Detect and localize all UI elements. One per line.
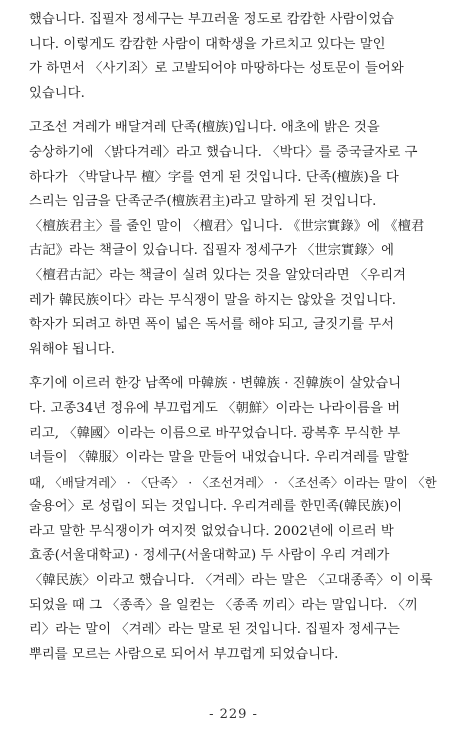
text-line: 되었을 때 그 〈종족〉을 일컫는 〈종족 끼리〉라는 말입니다. 〈끼	[29, 597, 418, 613]
page-number: - 229 -	[209, 707, 258, 722]
text-line: 하다가 〈박달나무 檀〉字를 연게 된 것입니다. 단족(檀族)을 다	[29, 169, 399, 185]
text-line: 다. 고종34년 정유에 부끄럽게도 〈朝鮮〉이라는 나라이름을 버	[29, 400, 401, 416]
paragraph-gap	[29, 106, 441, 116]
text-line: 술용어〉로 성립이 되는 것입니다. 우리겨레를 한민족(韓民族)이	[29, 499, 403, 515]
paragraph-1	[29, 8, 441, 106]
paragraph-2	[29, 116, 441, 362]
text-line: 레가 韓民族이다〉라는 무식쟁이 말을 하지는 않았을 것입니다.	[29, 292, 397, 308]
paragraph-gap	[29, 362, 441, 372]
text-line: 후기에 이르러 한강 남쪽에 마韓族 · 변韓族 · 진韓族이 살았습니	[29, 376, 402, 392]
text-line: 라고 말한 무식쟁이가 여지껏 없었습니다. 2002년에 이르러 박	[29, 523, 394, 539]
text-line: 녀들이 〈韓服〉이라는 말을 만들어 내었습니다. 우리겨레를 말할	[29, 450, 409, 466]
text-line: 니다. 이렇게도 캄캄한 사람이 대학생을 가르치고 있다는 말인	[29, 36, 386, 52]
text-line: 가 하면서 〈사기죄〉로 고발되어야 마땅하다는 성토문이 들어와	[29, 61, 404, 77]
text-line: 있습니다.	[29, 85, 85, 101]
text-line: 스리는 임금을 단족군주(檀族君主)라고 말하게 된 것입니다.	[29, 194, 377, 210]
body-text	[29, 8, 441, 667]
text-line: 〈檀族君主〉를 줄인 말이 〈檀君〉입니다. 《世宗實錄》에 《檀君	[29, 218, 425, 234]
paragraph-3	[29, 372, 441, 667]
text-line: 학자가 되려고 하면 폭이 넓은 독서를 해야 되고, 글짓기를 무서	[29, 317, 395, 333]
text-line: 효종(서울대학교) · 정세구(서울대학교) 두 사람이 우리 겨레가	[29, 548, 390, 564]
text-line: 워해야 됩니다.	[29, 341, 115, 357]
text-line: 뿌리를 모르는 사람으로 되어서 부끄럽게 되었습니다.	[29, 646, 339, 662]
text-line: 리〉라는 말이 〈겨레〉라는 말로 된 것입니다. 집필자 정세구는	[29, 622, 400, 638]
text-line: 숭상하기에 〈밝다겨레〉라고 했습니다. 〈박다〉를 중국글자로 구	[29, 144, 418, 160]
text-line: 〈韓民族〉이라고 했습니다. 〈겨레〉라는 말은 〈고대종족〉이 이룩	[29, 573, 433, 589]
text-line: 때, 〈배달겨레〉 · 〈단족〉 · 〈조선겨레〉 · 〈조선족〉이라는 말이 〈한	[29, 474, 437, 490]
text-line: 고조선 겨레가 배달겨레 단족(檀族)입니다. 애초에 밝은 것을	[29, 120, 380, 136]
text-line: 리고, 〈韓國〉이라는 이름으로 바꾸었습니다. 광복후 무식한 부	[29, 425, 401, 441]
text-line: 〈檀君古記〉라는 책글이 실려 있다는 것을 알았더라면 〈우리겨	[29, 267, 406, 283]
text-line: 했습니다. 집필자 정세구는 부끄러울 정도로 캄캄한 사람이었습	[29, 12, 395, 27]
text-line: 古記》라는 책글이 있습니다. 집필자 정세구가 〈世宗實錄〉에	[29, 243, 394, 259]
